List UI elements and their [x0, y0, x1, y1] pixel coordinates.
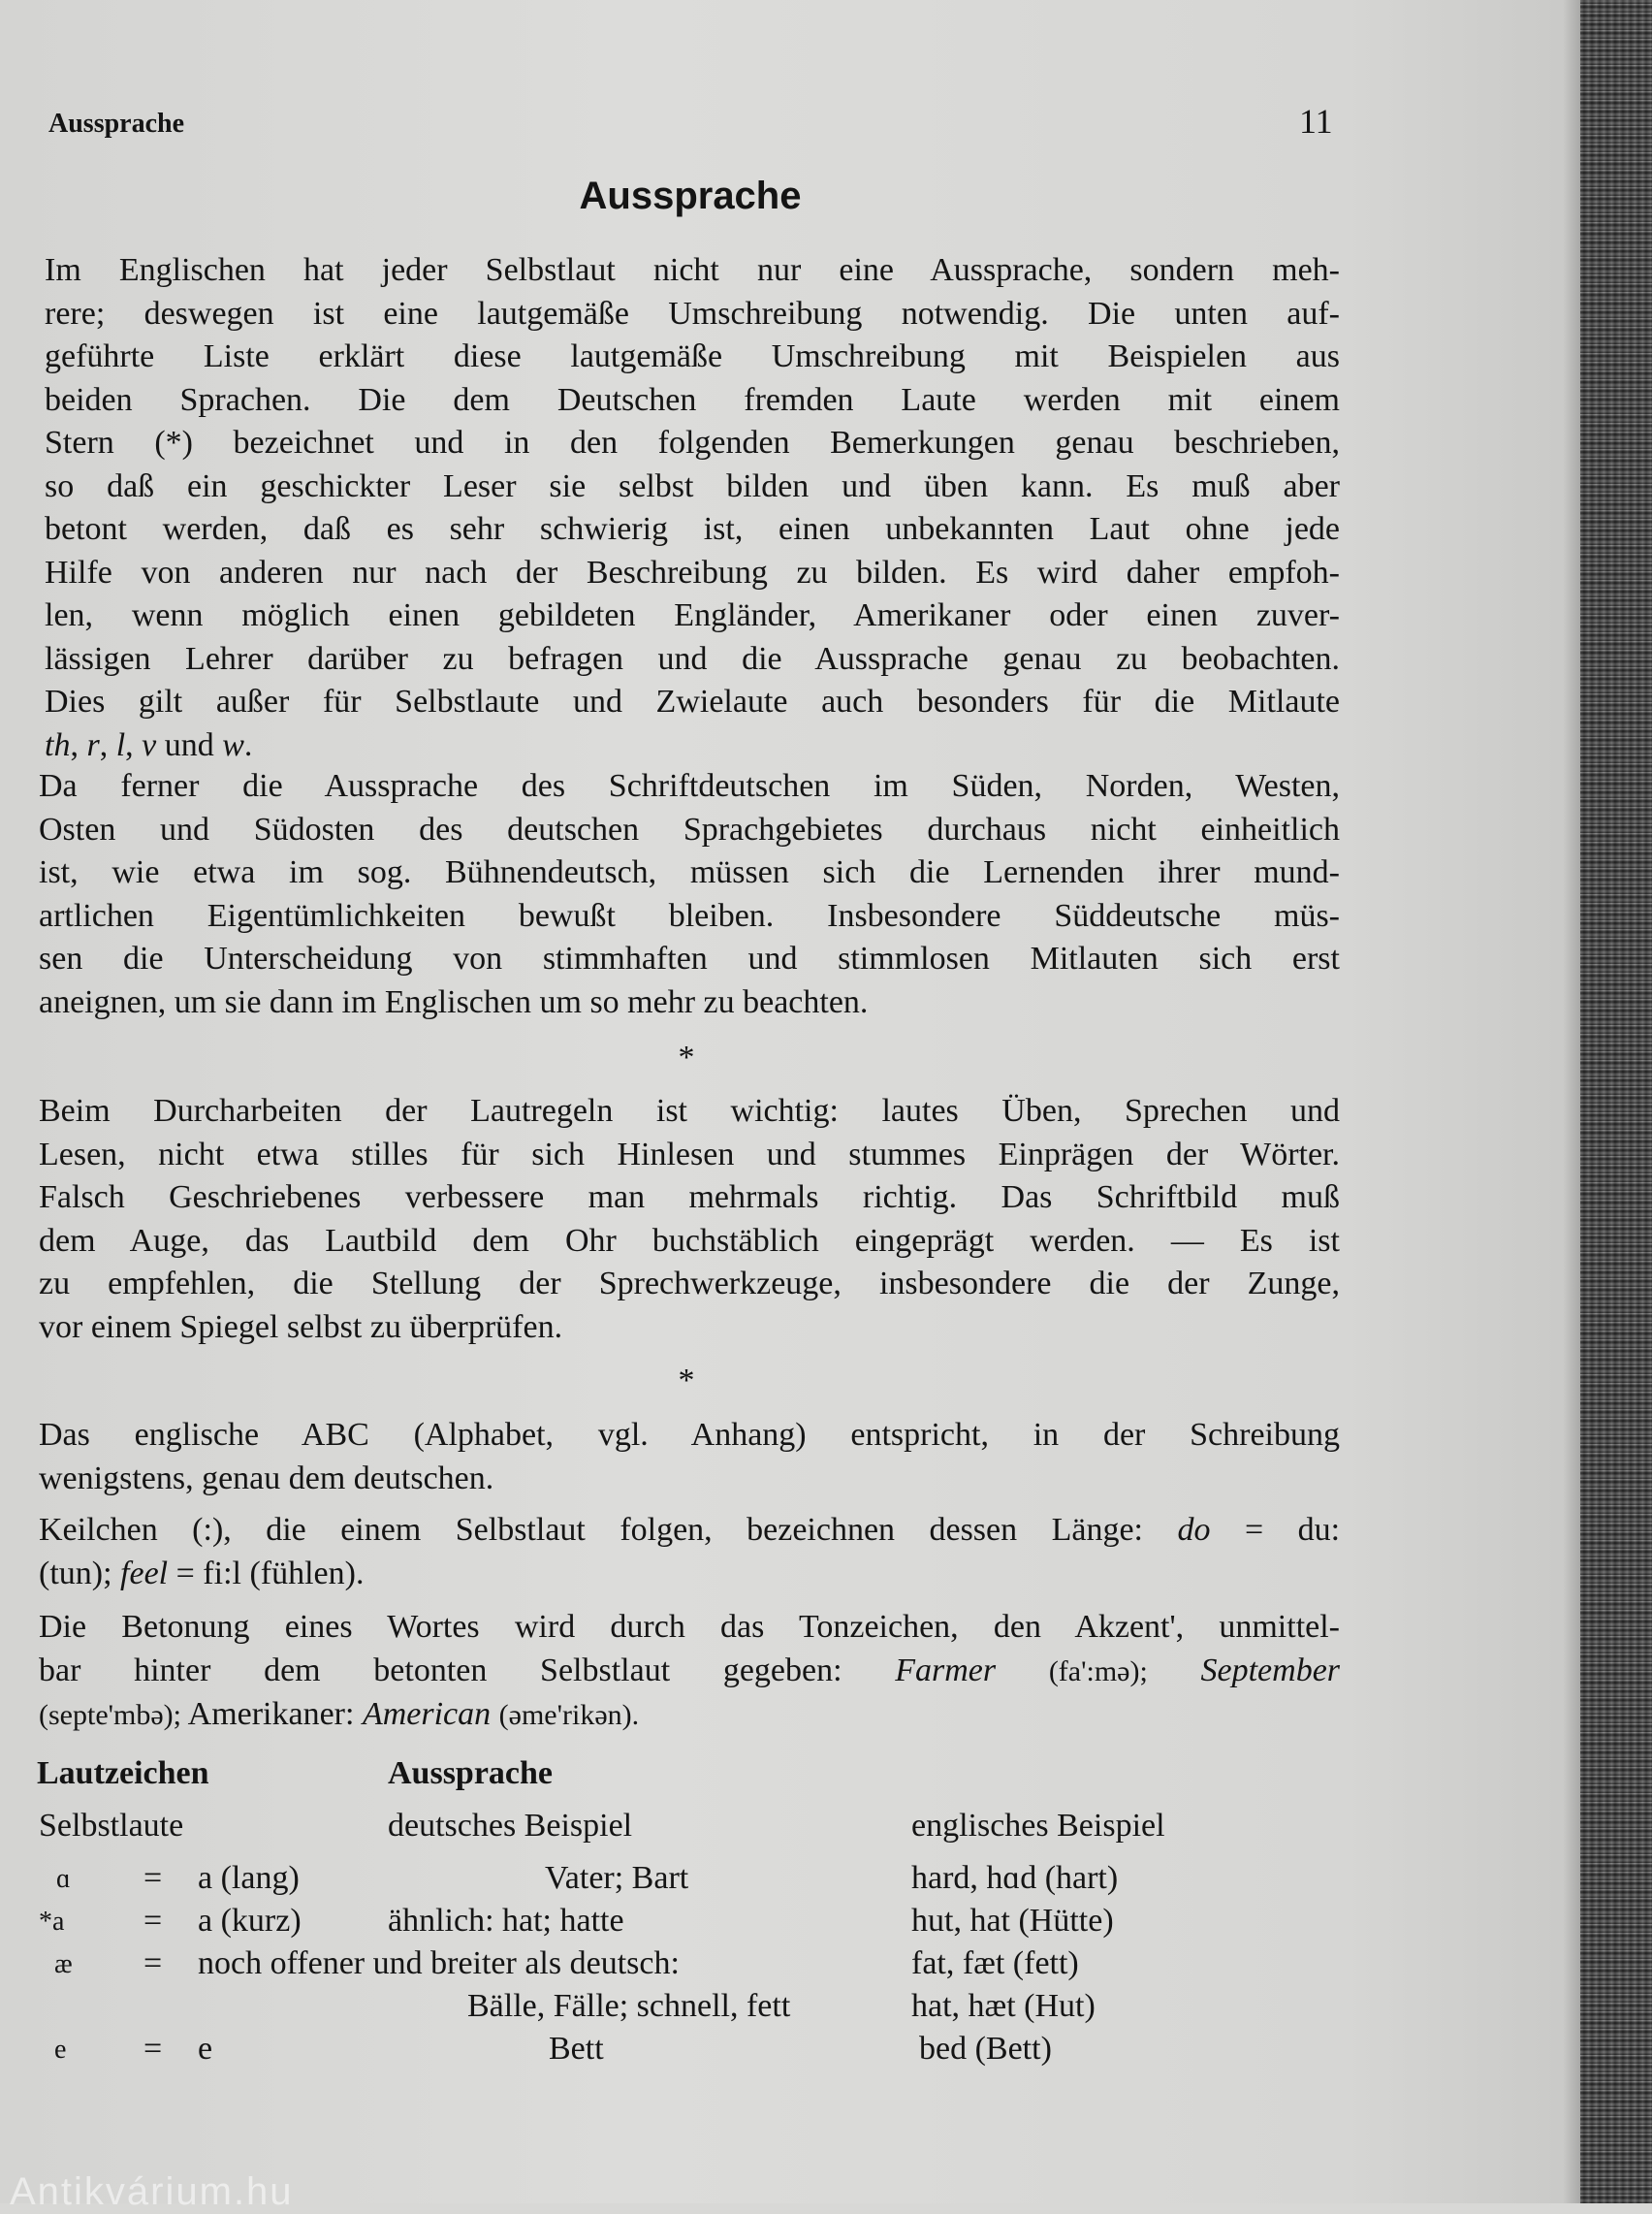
- table-subheader-vowels: Selbstlaute: [39, 1808, 184, 1844]
- text-line: [39, 1509, 1340, 1553]
- text-line: beiden Sprachen. Die dem Deutschen fremden Laute werden mit einem: [45, 381, 1340, 418]
- text-line: len, wenn möglich einen gebildeten Engländer, Amerikaner oder einen zuver-: [45, 597, 1340, 633]
- section-separator: *: [678, 1040, 695, 1075]
- text-line: Im Englischen hat jeder Selbstlaut nicht nur eine Aussprache, sondern meh-: [45, 252, 1340, 288]
- phonetic: (septe'mbə);: [39, 1699, 182, 1731]
- italic-term: th: [45, 726, 71, 763]
- text-fragment: bar hinter dem betonten Selbstlaut gegeben:: [39, 1652, 842, 1688]
- text-line: Lesen, nicht etwa stilles für sich Hinlesen und stummes Einprägen der Wörter.: [39, 1136, 1340, 1172]
- table-subheader-german: deutsches Beispiel: [388, 1808, 633, 1844]
- text-line: geführte Liste erklärt diese lautgemäße Umschreibung mit Beispielen aus: [45, 338, 1340, 374]
- text-line: zu empfehlen, die Stellung der Sprechwerkzeuge, insbesondere die der Zunge,: [39, 1266, 1340, 1301]
- text-line: Stern (*) bezeichnet und in den folgenden Bemerkungen genau beschrieben,: [45, 425, 1340, 461]
- italic-term: w: [222, 726, 244, 763]
- conjunction: und: [164, 726, 214, 763]
- paragraph-length-mark: [39, 1509, 1340, 1595]
- equals-sign: =: [143, 1945, 163, 1981]
- italic-term: l: [115, 726, 126, 763]
- text-line: wenigstens, genau dem deutschen.: [39, 1460, 494, 1496]
- text-line: Dies gilt außer für Selbstlaute und Zwielaute auch besonders für die Mitlaute: [45, 684, 1340, 720]
- text-line: lässigen Lehrer darüber zu befragen und die Aussprache genau zu beobachten.: [45, 640, 1340, 677]
- sound-description: noch offener und breiter als deutsch:: [198, 1945, 680, 1981]
- text-line: Da ferner die Aussprache des Schriftdeutschen im Süden, Norden, Westen,: [39, 768, 1340, 804]
- text-line: [39, 1553, 1340, 1596]
- phonetic: (fa':mə);: [1048, 1654, 1148, 1687]
- table-header-symbol: Lautzeichen: [37, 1755, 209, 1791]
- watermark: Antikvárium.hu: [10, 2170, 294, 2213]
- book-binding: [1580, 0, 1652, 2203]
- italic-term: September: [1200, 1652, 1341, 1688]
- text-fragment: (tun);: [39, 1555, 112, 1591]
- sound-description: a (kurz): [198, 1903, 302, 1939]
- text-line: Die Betonung eines Wortes wird durch das Tonzeichen, den Akzent', unmittel-: [39, 1609, 1340, 1645]
- phonetic-symbol: e: [54, 2035, 67, 2065]
- text-line: vor einem Spiegel selbst zu überprüfen.: [39, 1308, 563, 1345]
- page-number: 11: [1299, 102, 1333, 141]
- section-separator: *: [678, 1363, 695, 1398]
- text-line: dem Auge, das Lautbild dem Ohr buchstäblich eingeprägt werden. — Es ist: [39, 1222, 1340, 1259]
- text-line: [39, 1693, 1340, 1738]
- paragraph-dialects: [39, 765, 1340, 1024]
- english-example: bed (Bett): [919, 2031, 1052, 2067]
- text-fragment: Amerikaner:: [187, 1696, 355, 1732]
- german-example: ähnlich: hat; hatte: [388, 1903, 624, 1939]
- text-line: ist, wie etwa im sog. Bühnendeutsch, müssen sich die Lernenden ihrer mund-: [39, 854, 1340, 890]
- text-line: th, r, l, v und w.: [45, 726, 253, 763]
- sound-description: e: [198, 2031, 213, 2067]
- text-fragment: = du:: [1244, 1512, 1341, 1548]
- italic-term: v: [142, 726, 157, 763]
- english-example: hat, hæt (Hut): [911, 1988, 1096, 2024]
- text-line: Falsch Geschriebenes verbessere man mehrmals richtig. Das Schriftbild muß: [39, 1179, 1340, 1215]
- italic-term: do: [1177, 1512, 1211, 1548]
- paragraph-alphabet: [39, 1414, 1340, 1500]
- text-line: rere; deswegen ist eine lautgemäße Umschreibung notwendig. Die unten auf-: [45, 295, 1340, 332]
- phonetic-symbol: æ: [54, 1949, 73, 1979]
- text-line: sen die Unterscheidung von stimmhaften und stimmlosen Mitlauten sich erst: [39, 941, 1340, 977]
- text-line: Beim Durcharbeiten der Lautregeln ist wichtig: lautes Üben, Sprechen und: [39, 1093, 1340, 1129]
- equals-sign: =: [143, 2031, 163, 2067]
- equals-sign: =: [143, 1903, 163, 1939]
- german-example: Bett: [549, 2031, 604, 2067]
- phonetic: (əme'rikən).: [498, 1699, 640, 1731]
- text-line: Das englische ABC (Alphabet, vgl. Anhang) entspricht, in der Schreibung: [39, 1417, 1340, 1453]
- english-example: hard, hɑd (hart): [911, 1860, 1119, 1896]
- paragraph-intro: [45, 249, 1340, 767]
- text-line: artlichen Eigentümlichkeiten bewußt bleiben. Insbesondere Süddeutsche müs-: [39, 897, 1340, 934]
- page-title: Aussprache: [579, 175, 802, 217]
- english-example: fat, fæt (fett): [911, 1945, 1079, 1981]
- text-fragment: = fi:l (fühlen).: [175, 1555, 365, 1591]
- running-head: Aussprache: [48, 109, 185, 139]
- paragraph-stress: [39, 1606, 1340, 1738]
- text-line: Osten und Südosten des deutschen Sprachgebietes durchaus nicht einheitlich: [39, 811, 1340, 848]
- english-example: hut, hat (Hütte): [911, 1903, 1114, 1939]
- german-example: Vater; Bart: [545, 1860, 689, 1896]
- equals-sign: =: [143, 1860, 163, 1896]
- italic-term: feel: [120, 1555, 169, 1591]
- german-example: Bälle, Fälle; schnell, fett: [467, 1988, 791, 2024]
- phonetic-symbol: *a: [39, 1907, 65, 1937]
- text-line: betont werden, daß es sehr schwierig ist, einen unbekannten Laut ohne jede: [45, 511, 1340, 547]
- text-line: [39, 1650, 1340, 1694]
- page-gutter-shadow: [1563, 0, 1582, 2203]
- italic-term: Farmer: [895, 1652, 997, 1688]
- table-subheader-english: englisches Beispiel: [911, 1808, 1165, 1844]
- text-line: aneignen, um sie dann im Englischen um so mehr zu beachten.: [39, 983, 869, 1020]
- text-line: so daß ein geschickter Leser sie selbst bilden und üben kann. Es muß aber: [45, 467, 1340, 504]
- paragraph-practice: [39, 1090, 1340, 1349]
- italic-term: r: [86, 726, 100, 763]
- italic-term: American: [362, 1696, 492, 1732]
- text-line: Hilfe von anderen nur nach der Beschreibung zu bilden. Es wird daher empfoh-: [45, 554, 1340, 591]
- text-fragment: Keilchen (:), die einem Selbstlaut folgen, bezeichnen dessen Länge:: [39, 1512, 1143, 1548]
- sound-description: a (lang): [198, 1860, 300, 1896]
- table-header-pronunciation: Aussprache: [388, 1755, 554, 1791]
- phonetic-symbol: ɑ: [56, 1864, 71, 1894]
